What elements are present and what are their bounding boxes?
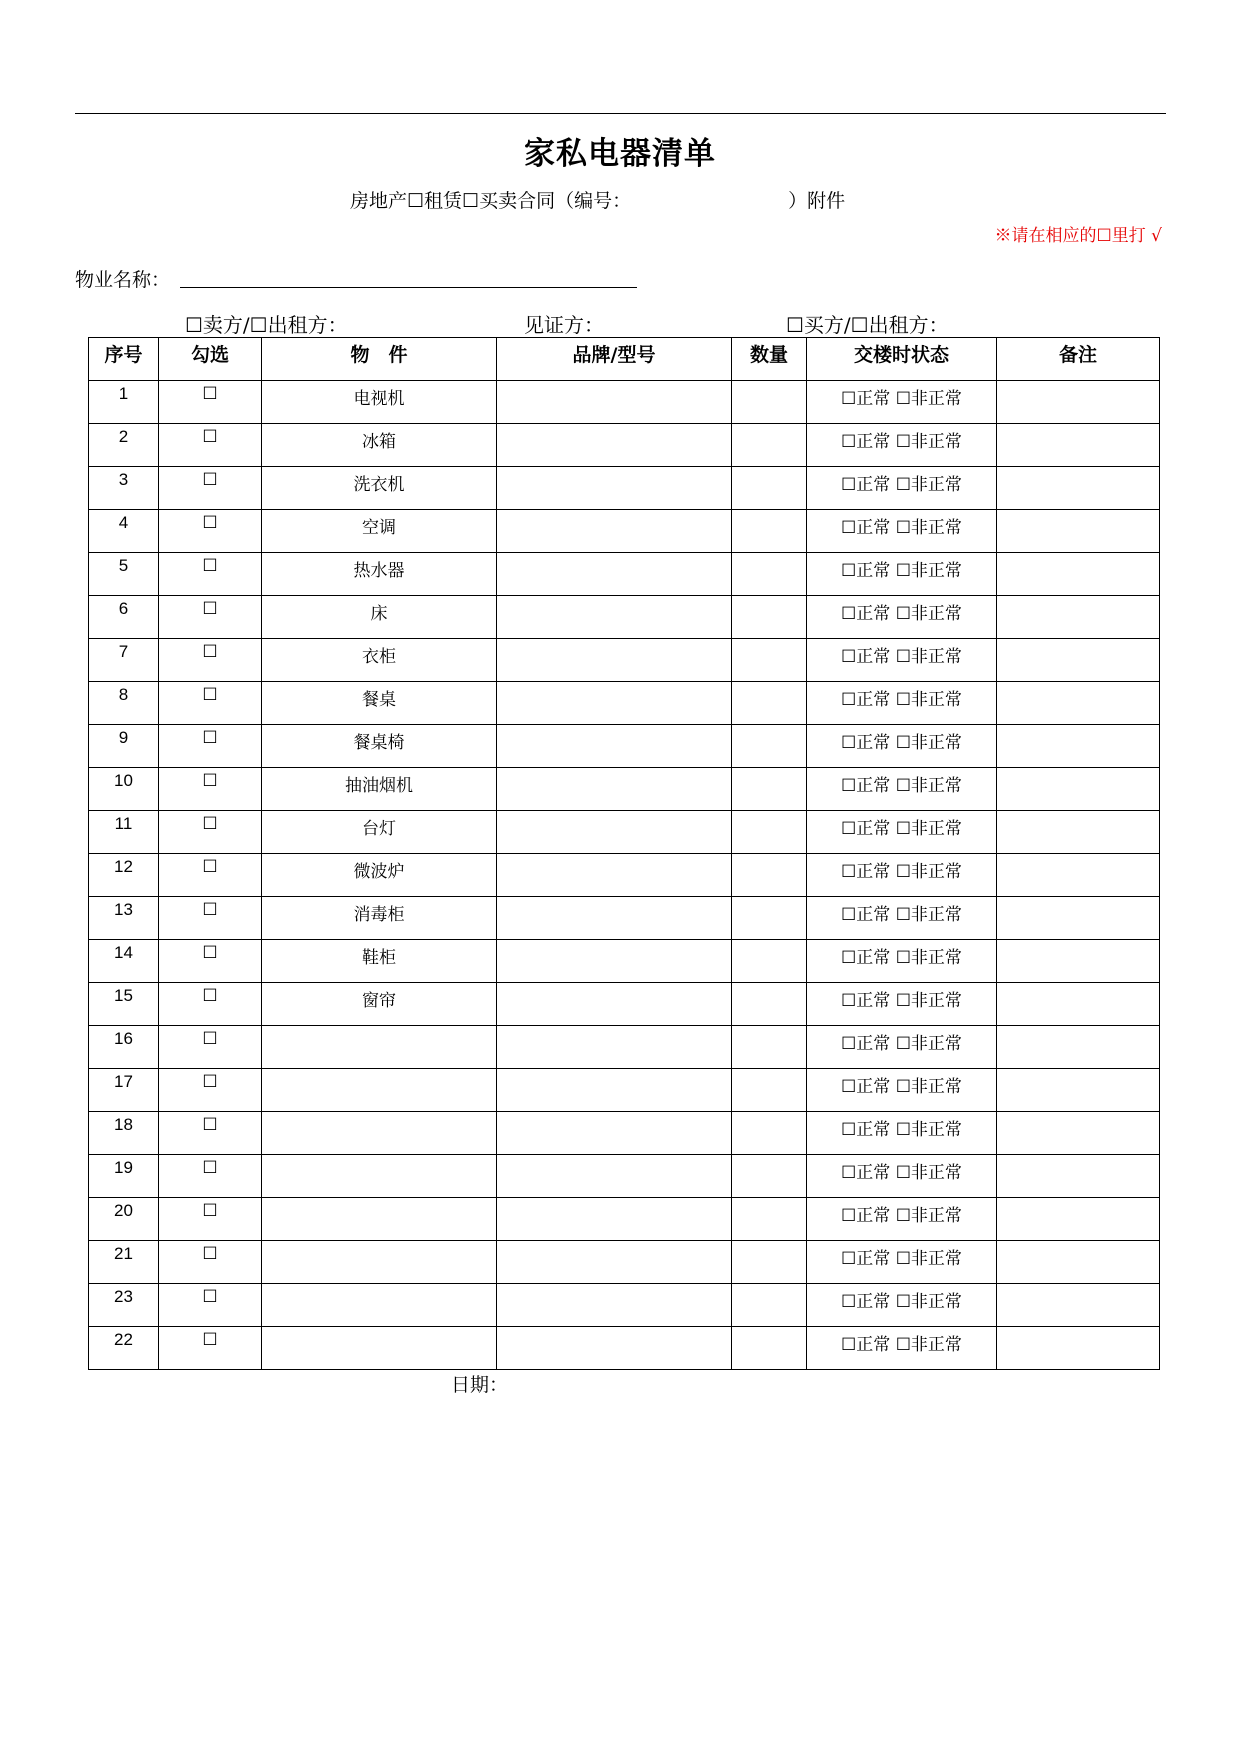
- row-index: 22: [89, 1327, 159, 1370]
- row-checkbox[interactable]: ☐: [159, 1026, 262, 1069]
- row-checkbox[interactable]: ☐: [159, 1155, 262, 1198]
- row-item-name: 窗帘: [262, 983, 497, 1026]
- row-status-options[interactable]: ☐正常 ☐非正常: [807, 854, 997, 897]
- row-index: 14: [89, 940, 159, 983]
- table-row: [89, 596, 1160, 639]
- row-item-name: 冰箱: [262, 424, 497, 467]
- table-row: [89, 1241, 1160, 1284]
- row-remarks-field[interactable]: [997, 1026, 1160, 1069]
- row-item-name: [262, 1026, 497, 1069]
- row-brand-model-field[interactable]: [497, 1026, 732, 1069]
- row-status-options[interactable]: ☐正常 ☐非正常: [807, 1069, 997, 1112]
- row-brand-model-field[interactable]: [497, 1112, 732, 1155]
- row-remarks-field[interactable]: [997, 596, 1160, 639]
- row-status-options[interactable]: ☐正常 ☐非正常: [807, 682, 997, 725]
- row-checkbox[interactable]: ☐: [159, 854, 262, 897]
- witness-label: 见证方：: [524, 313, 604, 337]
- row-item-name: 抽油烟机: [262, 768, 497, 811]
- row-remarks-field[interactable]: [997, 897, 1160, 940]
- row-remarks-field[interactable]: [997, 811, 1160, 854]
- row-status-options[interactable]: ☐正常 ☐非正常: [807, 983, 997, 1026]
- table-row: [89, 424, 1160, 467]
- row-brand-model-field[interactable]: [497, 682, 732, 725]
- row-index: 11: [89, 811, 159, 854]
- row-remarks-field[interactable]: [997, 424, 1160, 467]
- row-remarks-field[interactable]: [997, 1198, 1160, 1241]
- row-remarks-field[interactable]: [997, 1112, 1160, 1155]
- row-checkbox[interactable]: ☐: [159, 897, 262, 940]
- header-quantity: 数量: [732, 338, 807, 381]
- row-quantity-field[interactable]: [732, 768, 807, 811]
- header-item: 物 件: [262, 338, 497, 381]
- row-status-options[interactable]: ☐正常 ☐非正常: [807, 897, 997, 940]
- row-quantity-field[interactable]: [732, 983, 807, 1026]
- row-status-options[interactable]: ☐正常 ☐非正常: [807, 1026, 997, 1069]
- row-item-name: 消毒柜: [262, 897, 497, 940]
- row-item-name: 鞋柜: [262, 940, 497, 983]
- row-checkbox[interactable]: ☐: [159, 596, 262, 639]
- row-status-options[interactable]: ☐正常 ☐非正常: [807, 725, 997, 768]
- row-index: 8: [89, 682, 159, 725]
- row-status-options[interactable]: ☐正常 ☐非正常: [807, 510, 997, 553]
- header-remarks: 备注: [997, 338, 1160, 381]
- row-quantity-field[interactable]: [732, 467, 807, 510]
- header-handover-status: 交楼时状态: [807, 338, 997, 381]
- date-label: 日期：: [451, 1374, 509, 1396]
- row-brand-model-field[interactable]: [497, 553, 732, 596]
- row-brand-model-field[interactable]: [497, 1241, 732, 1284]
- row-brand-model-field[interactable]: [497, 381, 732, 424]
- row-item-name: 台灯: [262, 811, 497, 854]
- row-brand-model-field[interactable]: [497, 510, 732, 553]
- row-checkbox[interactable]: ☐: [159, 1241, 262, 1284]
- row-checkbox[interactable]: ☐: [159, 682, 262, 725]
- seller-label: ☐卖方/☐出租方：: [185, 313, 348, 337]
- table-header-row: [89, 338, 1160, 381]
- row-item-name: 电视机: [262, 381, 497, 424]
- row-checkbox[interactable]: ☐: [159, 1284, 262, 1327]
- property-name-label: 物业名称：: [75, 269, 171, 291]
- row-checkbox[interactable]: ☐: [159, 639, 262, 682]
- row-item-name: 洗衣机: [262, 467, 497, 510]
- header-check: 勾选: [159, 338, 262, 381]
- header-index: 序号: [89, 338, 159, 381]
- row-index: 16: [89, 1026, 159, 1069]
- row-brand-model-field[interactable]: [497, 854, 732, 897]
- row-remarks-field[interactable]: [997, 510, 1160, 553]
- header-brand-model: 品牌/型号: [497, 338, 732, 381]
- row-index: 13: [89, 897, 159, 940]
- row-remarks-field[interactable]: [997, 639, 1160, 682]
- property-name-field[interactable]: [180, 287, 637, 288]
- row-index: 23: [89, 1284, 159, 1327]
- row-quantity-field[interactable]: [732, 725, 807, 768]
- check-instruction-note: ※请在相应的☐里打 √: [994, 226, 1162, 246]
- row-status-options[interactable]: ☐正常 ☐非正常: [807, 1198, 997, 1241]
- row-index: 17: [89, 1069, 159, 1112]
- row-item-name: 餐桌椅: [262, 725, 497, 768]
- row-remarks-field[interactable]: [997, 1155, 1160, 1198]
- row-remarks-field[interactable]: [997, 1327, 1160, 1370]
- row-quantity-field[interactable]: [732, 1198, 807, 1241]
- table-row: [89, 682, 1160, 725]
- row-checkbox[interactable]: ☐: [159, 467, 262, 510]
- row-checkbox[interactable]: ☐: [159, 983, 262, 1026]
- row-index: 15: [89, 983, 159, 1026]
- row-item-name: 床: [262, 596, 497, 639]
- row-item-name: [262, 1198, 497, 1241]
- row-index: 2: [89, 424, 159, 467]
- row-status-options[interactable]: ☐正常 ☐非正常: [807, 1284, 997, 1327]
- table-row: [89, 1198, 1160, 1241]
- row-checkbox[interactable]: ☐: [159, 424, 262, 467]
- table-row: [89, 1026, 1160, 1069]
- row-quantity-field[interactable]: [732, 940, 807, 983]
- row-status-options[interactable]: ☐正常 ☐非正常: [807, 596, 997, 639]
- row-brand-model-field[interactable]: [497, 1198, 732, 1241]
- row-remarks-field[interactable]: [997, 553, 1160, 596]
- row-brand-model-field[interactable]: [497, 467, 732, 510]
- row-remarks-field[interactable]: [997, 854, 1160, 897]
- table-row: [89, 897, 1160, 940]
- row-brand-model-field[interactable]: [497, 983, 732, 1026]
- row-remarks-field[interactable]: [997, 725, 1160, 768]
- row-quantity-field[interactable]: [732, 1155, 807, 1198]
- row-index: 4: [89, 510, 159, 553]
- table-row: [89, 854, 1160, 897]
- table-row: [89, 510, 1160, 553]
- row-brand-model-field[interactable]: [497, 1069, 732, 1112]
- table-row: [89, 811, 1160, 854]
- table-row: [89, 639, 1160, 682]
- row-status-options[interactable]: ☐正常 ☐非正常: [807, 381, 997, 424]
- row-checkbox[interactable]: ☐: [159, 1198, 262, 1241]
- row-brand-model-field[interactable]: [497, 1284, 732, 1327]
- table-row: [89, 1327, 1160, 1370]
- row-remarks-field[interactable]: [997, 1241, 1160, 1284]
- row-checkbox[interactable]: ☐: [159, 381, 262, 424]
- table-row: [89, 768, 1160, 811]
- table-row: [89, 1112, 1160, 1155]
- row-checkbox[interactable]: ☐: [159, 940, 262, 983]
- row-brand-model-field[interactable]: [497, 596, 732, 639]
- top-rule: [75, 113, 1166, 114]
- row-item-name: 空调: [262, 510, 497, 553]
- row-brand-model-field[interactable]: [497, 1155, 732, 1198]
- row-quantity-field[interactable]: [732, 811, 807, 854]
- row-status-options[interactable]: ☐正常 ☐非正常: [807, 1327, 997, 1370]
- row-index: 7: [89, 639, 159, 682]
- row-brand-model-field[interactable]: [497, 897, 732, 940]
- row-quantity-field[interactable]: [732, 1112, 807, 1155]
- row-quantity-field[interactable]: [732, 510, 807, 553]
- buyer-label: ☐买方/☐出租方：: [786, 313, 949, 337]
- row-status-options[interactable]: ☐正常 ☐非正常: [807, 940, 997, 983]
- contract-subtitle: 房地产☐租赁☐买卖合同（编号： ）附件: [350, 190, 846, 212]
- row-item-name: [262, 1155, 497, 1198]
- row-remarks-field[interactable]: [997, 381, 1160, 424]
- row-quantity-field[interactable]: [732, 639, 807, 682]
- row-remarks-field[interactable]: [997, 1284, 1160, 1327]
- row-quantity-field[interactable]: [732, 596, 807, 639]
- row-brand-model-field[interactable]: [497, 1327, 732, 1370]
- row-checkbox[interactable]: ☐: [159, 768, 262, 811]
- row-brand-model-field[interactable]: [497, 940, 732, 983]
- row-index: 5: [89, 553, 159, 596]
- row-index: 1: [89, 381, 159, 424]
- row-status-options[interactable]: ☐正常 ☐非正常: [807, 424, 997, 467]
- row-item-name: [262, 1112, 497, 1155]
- row-index: 6: [89, 596, 159, 639]
- table-row: [89, 1155, 1160, 1198]
- table-row: [89, 553, 1160, 596]
- row-index: 10: [89, 768, 159, 811]
- row-remarks-field[interactable]: [997, 682, 1160, 725]
- row-item-name: 微波炉: [262, 854, 497, 897]
- table-row: [89, 940, 1160, 983]
- row-brand-model-field[interactable]: [497, 424, 732, 467]
- inventory-table: [88, 337, 1160, 1370]
- row-checkbox[interactable]: ☐: [159, 811, 262, 854]
- row-item-name: 热水器: [262, 553, 497, 596]
- row-status-options[interactable]: ☐正常 ☐非正常: [807, 811, 997, 854]
- table-row: [89, 467, 1160, 510]
- row-item-name: [262, 1284, 497, 1327]
- table-row: [89, 1069, 1160, 1112]
- row-quantity-field[interactable]: [732, 854, 807, 897]
- row-brand-model-field[interactable]: [497, 639, 732, 682]
- row-checkbox[interactable]: ☐: [159, 510, 262, 553]
- row-checkbox[interactable]: ☐: [159, 553, 262, 596]
- row-quantity-field[interactable]: [732, 897, 807, 940]
- row-item-name: 餐桌: [262, 682, 497, 725]
- row-index: 9: [89, 725, 159, 768]
- table-row: [89, 1284, 1160, 1327]
- row-remarks-field[interactable]: [997, 983, 1160, 1026]
- row-brand-model-field[interactable]: [497, 811, 732, 854]
- row-status-options[interactable]: ☐正常 ☐非正常: [807, 1112, 997, 1155]
- row-quantity-field[interactable]: [732, 1069, 807, 1112]
- row-remarks-field[interactable]: [997, 1069, 1160, 1112]
- row-index: 12: [89, 854, 159, 897]
- row-item-name: 衣柜: [262, 639, 497, 682]
- table-row: [89, 381, 1160, 424]
- row-item-name: [262, 1241, 497, 1284]
- row-quantity-field[interactable]: [732, 381, 807, 424]
- row-remarks-field[interactable]: [997, 768, 1160, 811]
- row-status-options[interactable]: ☐正常 ☐非正常: [807, 1241, 997, 1284]
- row-index: 19: [89, 1155, 159, 1198]
- row-quantity-field[interactable]: [732, 1284, 807, 1327]
- row-checkbox[interactable]: ☐: [159, 725, 262, 768]
- row-index: 20: [89, 1198, 159, 1241]
- row-status-options[interactable]: ☐正常 ☐非正常: [807, 553, 997, 596]
- row-checkbox[interactable]: ☐: [159, 1069, 262, 1112]
- row-status-options[interactable]: ☐正常 ☐非正常: [807, 1155, 997, 1198]
- row-quantity-field[interactable]: [732, 1026, 807, 1069]
- row-status-options[interactable]: ☐正常 ☐非正常: [807, 768, 997, 811]
- row-quantity-field[interactable]: [732, 1327, 807, 1370]
- row-checkbox[interactable]: ☐: [159, 1327, 262, 1370]
- row-checkbox[interactable]: ☐: [159, 1112, 262, 1155]
- row-index: 3: [89, 467, 159, 510]
- row-item-name: [262, 1327, 497, 1370]
- row-item-name: [262, 1069, 497, 1112]
- row-quantity-field[interactable]: [732, 553, 807, 596]
- row-remarks-field[interactable]: [997, 940, 1160, 983]
- row-brand-model-field[interactable]: [497, 725, 732, 768]
- row-index: 21: [89, 1241, 159, 1284]
- row-quantity-field[interactable]: [732, 682, 807, 725]
- page-title: 家私电器清单: [524, 136, 716, 172]
- row-brand-model-field[interactable]: [497, 768, 732, 811]
- row-remarks-field[interactable]: [997, 467, 1160, 510]
- row-status-options[interactable]: ☐正常 ☐非正常: [807, 467, 997, 510]
- row-quantity-field[interactable]: [732, 424, 807, 467]
- table-row: [89, 725, 1160, 768]
- row-quantity-field[interactable]: [732, 1241, 807, 1284]
- row-index: 18: [89, 1112, 159, 1155]
- table-row: [89, 983, 1160, 1026]
- row-status-options[interactable]: ☐正常 ☐非正常: [807, 639, 997, 682]
